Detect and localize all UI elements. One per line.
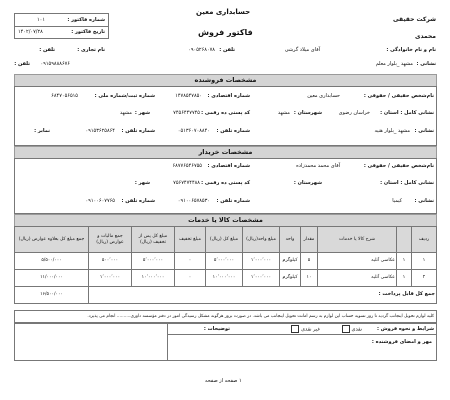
notice-box bbox=[14, 310, 437, 323]
cell: ۱۰٬۰۰۰٬۰۰۰ bbox=[206, 270, 243, 287]
cell: ۵ bbox=[301, 253, 318, 270]
col-row: ردیف bbox=[412, 227, 437, 253]
seller-postal-label: کد پستی ده رقمی : bbox=[201, 110, 250, 116]
col-discount: مبلغ تخفیف bbox=[175, 227, 206, 253]
buyer-province-label: نشانی کامل : استان : bbox=[380, 180, 434, 186]
terms-label: شرایط و نحوه فروش : bbox=[376, 326, 434, 332]
cell: ۱ bbox=[397, 270, 412, 287]
cell: ۱ bbox=[397, 253, 412, 270]
seller-city2: مشهد bbox=[119, 110, 132, 116]
cash-label: نقدی bbox=[351, 326, 362, 333]
buyer-section-title: مشخصات خریدار bbox=[14, 146, 437, 159]
buyer-postal-label: کد پستی ده رقمی : bbox=[201, 180, 250, 186]
col-unit: واحد bbox=[280, 227, 301, 253]
noncash-checkbox[interactable] bbox=[291, 325, 299, 333]
seller-city2-label: شهر : bbox=[134, 110, 150, 116]
seller-province: خراسان رضوی bbox=[338, 110, 370, 116]
cell: ۱۰ bbox=[301, 270, 318, 287]
seller-name-label: نام‌شخص حقیقی / حقوقی : bbox=[363, 93, 434, 99]
seller-fax-label: نمابر : bbox=[34, 128, 50, 134]
items-header-row bbox=[15, 227, 437, 253]
cell: ۰ bbox=[175, 253, 206, 270]
seller-city: مشهد bbox=[277, 110, 290, 116]
top-tel-label: تلفن : bbox=[219, 47, 235, 53]
buyer-address-label: نشانی : bbox=[414, 198, 434, 204]
company-type: شرکت حقیقی bbox=[392, 16, 436, 23]
trade-name-label: نام تجاری : bbox=[77, 47, 105, 53]
table-row bbox=[15, 253, 437, 270]
cash-checkbox[interactable] bbox=[342, 325, 350, 333]
invoice-info-box bbox=[14, 13, 109, 39]
total-value: ۱۶/۵۰۰/۰۰۰ bbox=[15, 287, 89, 304]
seller-phone: ۰۵۱۳۶۰۷۰۸۸۴۰ bbox=[177, 128, 210, 134]
cell: کیلوگرم bbox=[280, 253, 301, 270]
items-section-title: مشخصات کالا یا خدمات bbox=[14, 214, 437, 227]
company-name: محمدی bbox=[414, 33, 436, 40]
total-row bbox=[15, 287, 437, 304]
col-description: شرح کالا یا خدمات bbox=[318, 227, 397, 253]
cell: ۱٬۰۰۰٬۰۰۰ bbox=[243, 270, 280, 287]
buyer-postal: ۷۵۶۷۴۷۴۴۸۸ bbox=[173, 180, 200, 186]
top-phone2-label: تلفن : bbox=[39, 47, 55, 53]
full-name-label: نام و نام خانوادگی : bbox=[386, 47, 436, 53]
items-table bbox=[14, 226, 437, 304]
col-tax: جمع مالیات و عوارض (ریال) bbox=[89, 227, 132, 253]
seller-mobile-label: شماره تلفن : bbox=[121, 128, 155, 134]
invoice-no-label: شماره فاکتور : bbox=[67, 17, 105, 23]
seller-address-label: نشانی : bbox=[414, 128, 434, 134]
top-address-label: نشانی : bbox=[416, 61, 436, 67]
page-number: ۱ صفحه از صفحه bbox=[205, 378, 242, 384]
cell: عکاسی آتلیه bbox=[318, 270, 397, 287]
cell: ۱٬۰۰۰٬۰۰۰ bbox=[243, 253, 280, 270]
buyer-phone: ۰۹۱۰۰۶۵۷۸۵۳۰ bbox=[177, 198, 210, 204]
cell: کیلوگرم bbox=[280, 270, 301, 287]
buyer-econ: ۶۸۷۷۶۵۴۶۷۵۵ bbox=[172, 163, 202, 169]
full-name: آقای میلاد گرشی bbox=[284, 47, 320, 53]
cell: ۵٬۰۰۰٬۰۰۰ bbox=[206, 253, 243, 270]
cell: ۲ bbox=[412, 270, 437, 287]
stamp-label: مهر و امضای فروشنده : bbox=[371, 339, 432, 345]
invoice-no: ۱۰۱ bbox=[37, 17, 46, 23]
seller-mobile: ۰۹۱۵۳۶۲۵۸۶۴ bbox=[85, 128, 115, 134]
cell: ۱۱/۰۰۰/۰۰۰ bbox=[15, 270, 89, 287]
total-label: جمع کل قابل پرداخت : bbox=[89, 287, 437, 304]
col-total: مبلغ کل (ریال) bbox=[206, 227, 243, 253]
cell: ۵/۵۰۰/۰۰۰ bbox=[15, 253, 89, 270]
buyer-phone-label: شماره تلفن : bbox=[216, 198, 250, 204]
seller-section-title: مشخصات فروشنده bbox=[14, 74, 437, 87]
top-postal: ۰۹۱۵۹۸۸۸۶۷۶ bbox=[40, 61, 70, 67]
table-row bbox=[15, 270, 437, 287]
col-qty: مقدار bbox=[301, 227, 318, 253]
buyer-name-label: نام‌شخص حقیقی / حقوقی : bbox=[363, 163, 434, 169]
buyer-city2-label: شهر : bbox=[134, 180, 150, 186]
top-address: مشهد _بلوار معلم bbox=[375, 61, 413, 67]
seller-address: مشهد _بلوار هنیه bbox=[374, 128, 410, 134]
buyer-city-label: شهرستان : bbox=[293, 180, 322, 186]
col-unit-price: مبلغ واحد(ریال) bbox=[243, 227, 280, 253]
seller-econ: ۱۴۷۸۵۴۷۸۵۰ bbox=[175, 93, 202, 99]
cell: ۱٬۰۰۰٬۰۰۰ bbox=[89, 270, 132, 287]
noncash-option[interactable] bbox=[289, 325, 320, 333]
seller-city-label: شهرستان : bbox=[293, 110, 322, 116]
seller-province-label: نشانی کامل : استان : bbox=[380, 110, 434, 116]
col-grand: جمع مبلغ کل بعلاوه عوارض (ریال) bbox=[15, 227, 89, 253]
col-after-discount: مبلغ کل پس از تخفیف (ریال) bbox=[132, 227, 175, 253]
buyer-econ-label: شماره اقتصادی : bbox=[207, 163, 250, 169]
top-tel: ۰۹۰۵۲۶۸۰۷۸ bbox=[188, 47, 215, 53]
cell: ۱۰٬۰۰۰٬۰۰۰ bbox=[132, 270, 175, 287]
seller-phone-label: شماره تلفن : bbox=[216, 128, 250, 134]
accountant-name: حسابداری معین bbox=[196, 8, 251, 16]
buyer-name: آقای محمد محمدزاده bbox=[296, 163, 340, 169]
description-label: توضیحات : bbox=[203, 326, 230, 332]
seller-postal: ۷۴۵۶۴۴۷۷۴۵ bbox=[173, 110, 200, 116]
invoice-date: ۱۴۰۲/۰۷/۲۸ bbox=[18, 29, 43, 35]
page-title: فاکتور فروش bbox=[198, 28, 253, 37]
noncash-label: غیر نقدی bbox=[301, 326, 320, 333]
buyer-address: کیمیا bbox=[392, 198, 402, 204]
notice-text: کلیه لوازم تحویل اینجانب گردید تا روز تسویه حساب این لوازم به رسم امانت تحویل اینجانب می باشد. در صورت بروز هرگونه مشکل رسیدگی امور در دفتر مؤسسه داوری.......... انجام می پذیرد. bbox=[87, 314, 434, 319]
cash-option[interactable] bbox=[340, 325, 362, 333]
col-code bbox=[397, 227, 412, 253]
cell: ۱ bbox=[412, 253, 437, 270]
top-postal-label: تلفن : bbox=[14, 61, 30, 67]
seller-reg: ۶۸۴۷۰۵۶۵۱۵ bbox=[51, 93, 78, 99]
seller-reg-label: شماره ثبت/شماره ملی : bbox=[94, 93, 155, 99]
invoice-date-label: تاریخ فاکتور : bbox=[71, 29, 105, 35]
seller-econ-label: شماره اقتصادی : bbox=[207, 93, 250, 99]
buyer-mobile-label: شماره تلفن : bbox=[121, 198, 155, 204]
buyer-mobile: ۰۹۱۰۰۶۰۷۷۶۵ bbox=[85, 198, 115, 204]
seller-name: حسابداری معین bbox=[307, 93, 340, 99]
cell: ۵٬۰۰۰٬۰۰۰ bbox=[132, 253, 175, 270]
cell: عکاسی آتلیه bbox=[318, 253, 397, 270]
cell: ۵۰۰٬۰۰۰ bbox=[89, 253, 132, 270]
cell: ۰ bbox=[175, 270, 206, 287]
